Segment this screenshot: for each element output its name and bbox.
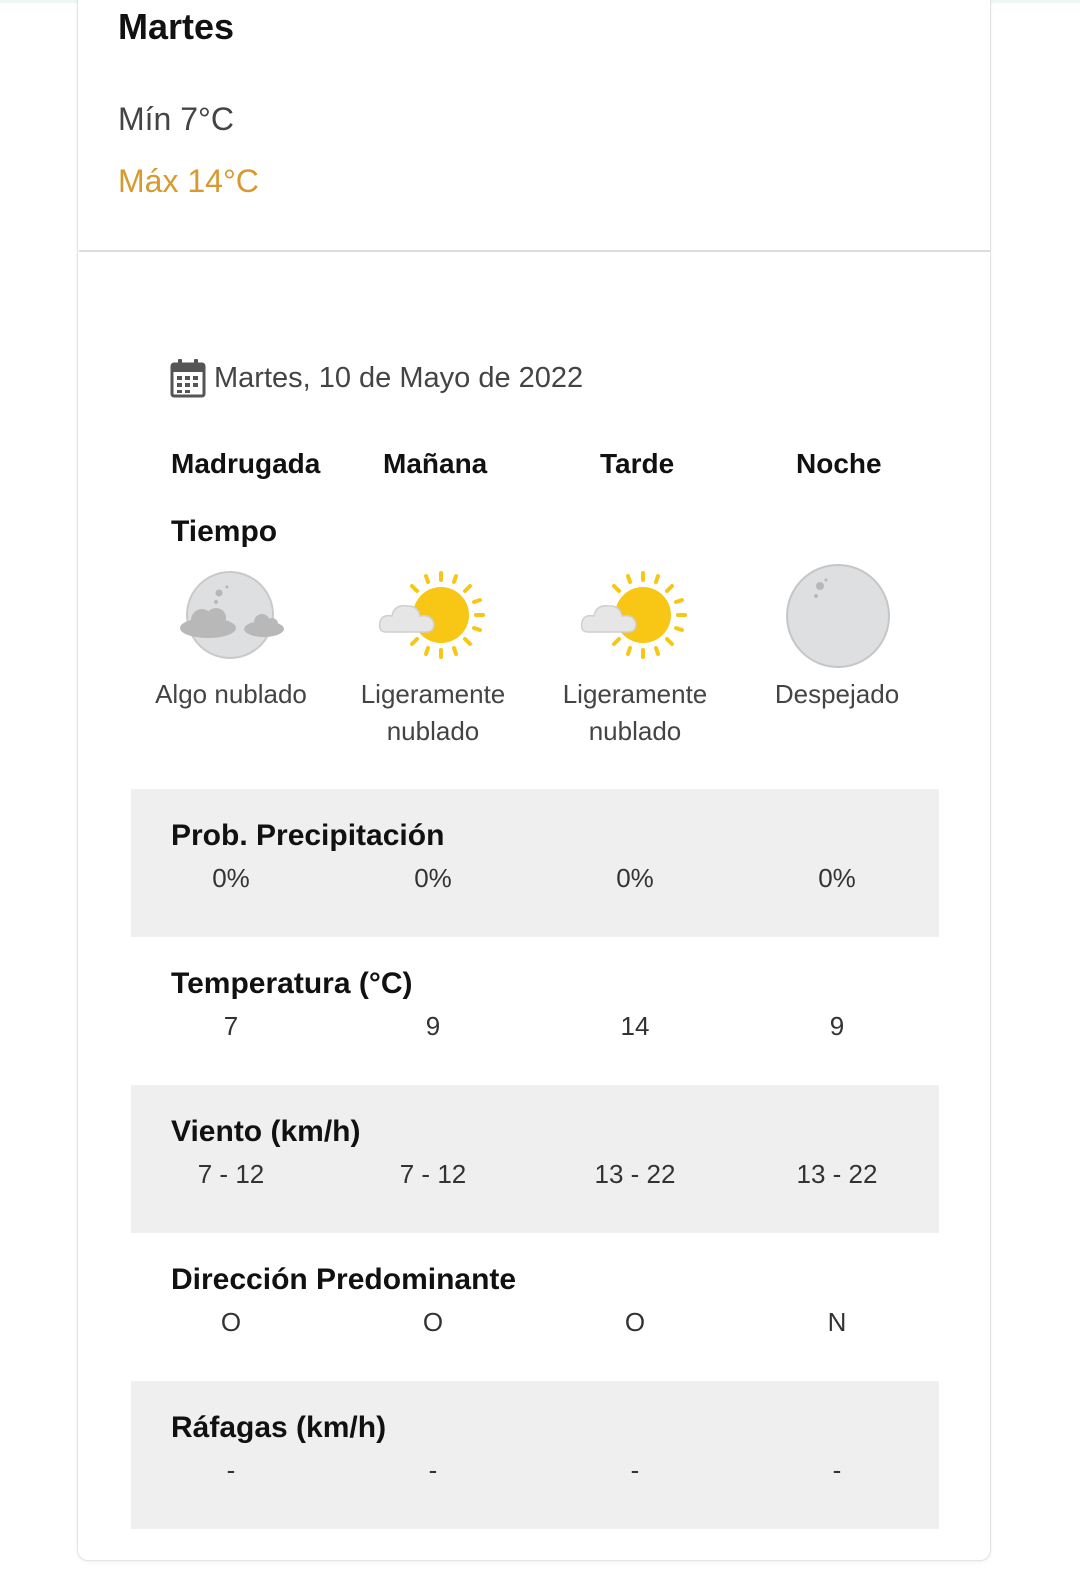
date-row [170, 358, 583, 398]
sun-cloud-icon [576, 560, 696, 670]
tiempo-label: Tiempo [171, 515, 278, 548]
row-title: Viento (km/h) [171, 1115, 361, 1148]
row-value: 7 - 12 [399, 1159, 467, 1189]
period-noche: Noche [796, 448, 882, 479]
row-value: 9 [829, 1011, 845, 1041]
row-value: 0% [818, 863, 856, 893]
row-value: 13 - 22 [594, 1159, 676, 1189]
direction-row [131, 1233, 939, 1381]
row-value: 14 [620, 1011, 650, 1041]
precipitation-row [131, 789, 939, 937]
wind-row [131, 1085, 939, 1233]
row-value: 0% [616, 863, 654, 893]
row-title: Ráfagas (km/h) [171, 1411, 387, 1444]
row-value: 0% [212, 863, 250, 893]
row-value: 13 - 22 [796, 1159, 878, 1189]
row-title: Dirección Predominante [171, 1263, 517, 1296]
row-value: O [422, 1307, 444, 1337]
moon-icon [778, 560, 898, 670]
row-value: - [630, 1455, 640, 1485]
forecast-date: Martes, 10 de Mayo de 2022 [214, 361, 584, 394]
max-temperature: Máx 14°C [118, 163, 259, 199]
row-value: - [832, 1455, 842, 1485]
weather-desc-manana: Ligeramente nublado [360, 679, 506, 746]
sun-cloud-icon [374, 560, 494, 670]
period-madrugada: Madrugada [171, 448, 321, 479]
row-value: 0% [414, 863, 452, 893]
row-value: O [220, 1307, 242, 1337]
divider [79, 250, 990, 252]
temperature-row [131, 937, 939, 1085]
row-value: 9 [425, 1011, 441, 1041]
row-value: 7 - 12 [197, 1159, 265, 1189]
period-tarde: Tarde [600, 448, 675, 479]
row-value: - [428, 1455, 438, 1485]
weather-desc-madrugada: Algo nublado [155, 679, 307, 709]
gusts-row [131, 1381, 939, 1529]
weather-desc-tarde: Ligeramente nublado [562, 679, 708, 746]
row-value: - [226, 1455, 236, 1485]
row-title: Temperatura (°C) [171, 967, 413, 1000]
period-manana: Mañana [383, 448, 488, 479]
day-title: Martes [118, 6, 235, 47]
row-value: 7 [223, 1011, 239, 1041]
row-value: O [624, 1307, 646, 1337]
min-temperature: Mín 7°C [118, 101, 234, 137]
weather-desc-noche: Despejado [774, 679, 900, 709]
row-title: Prob. Precipitación [171, 819, 445, 852]
row-value: N [827, 1307, 847, 1337]
moon-cloud-icon [172, 560, 292, 670]
calendar-icon [170, 358, 206, 398]
